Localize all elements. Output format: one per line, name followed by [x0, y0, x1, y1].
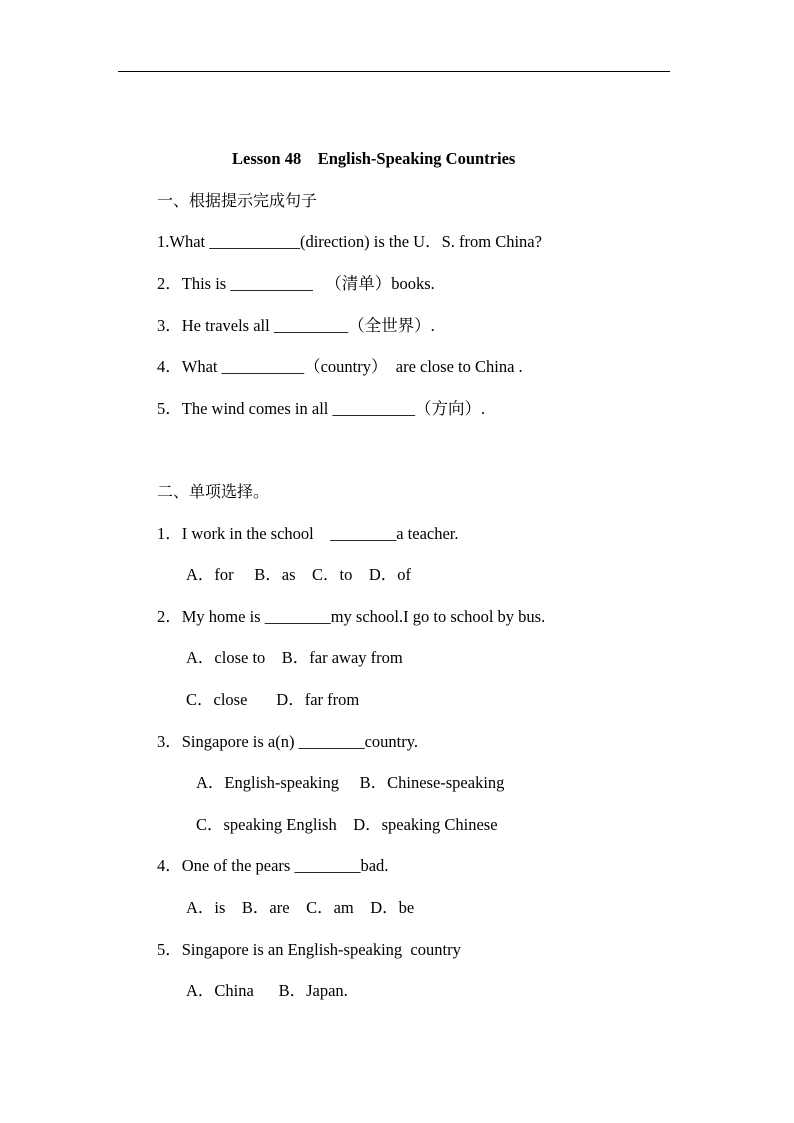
question-2-options-row2: C．close D．far from	[186, 690, 360, 709]
question-1: 1．I work in the school ________a teacher.	[157, 524, 459, 543]
question-4: 4．One of the pears ________bad.	[157, 856, 389, 875]
fill-item-2: 2．This is __________ （清单）books.	[157, 274, 435, 293]
question-2-options-row1: A．close to B．far away from	[186, 648, 403, 667]
fill-item-1: 1.What ___________(direction) is the U．S. from China?	[157, 232, 542, 251]
question-5: 5．Singapore is an English-speaking country	[157, 940, 461, 959]
fill-item-4: 4．What __________（country） are close to China .	[157, 357, 523, 376]
section2-heading: 二、单项选择。	[157, 482, 270, 501]
section1-heading: 一、根据提示完成句子	[157, 191, 318, 210]
fill-item-5: 5．The wind comes in all __________（方向）.	[157, 399, 486, 418]
question-4-options: A．is B．are C．am D．be	[186, 898, 415, 917]
question-1-options: A．for B．as C．to D．of	[186, 565, 412, 584]
question-3-options-row2: C．speaking English D．speaking Chinese	[196, 815, 498, 834]
header-rule	[118, 71, 670, 72]
question-3-options-row1: A．English-speaking B．Chinese-speaking	[196, 773, 505, 792]
question-3: 3．Singapore is a(n) ________country.	[157, 732, 419, 751]
page-title: Lesson 48 English-Speaking Countries	[232, 149, 516, 168]
question-5-options: A．China B．Japan.	[186, 981, 348, 1000]
fill-item-3: 3．He travels all _________（全世界）.	[157, 316, 435, 335]
question-2: 2．My home is ________my school.I go to school by bus.	[157, 607, 546, 626]
